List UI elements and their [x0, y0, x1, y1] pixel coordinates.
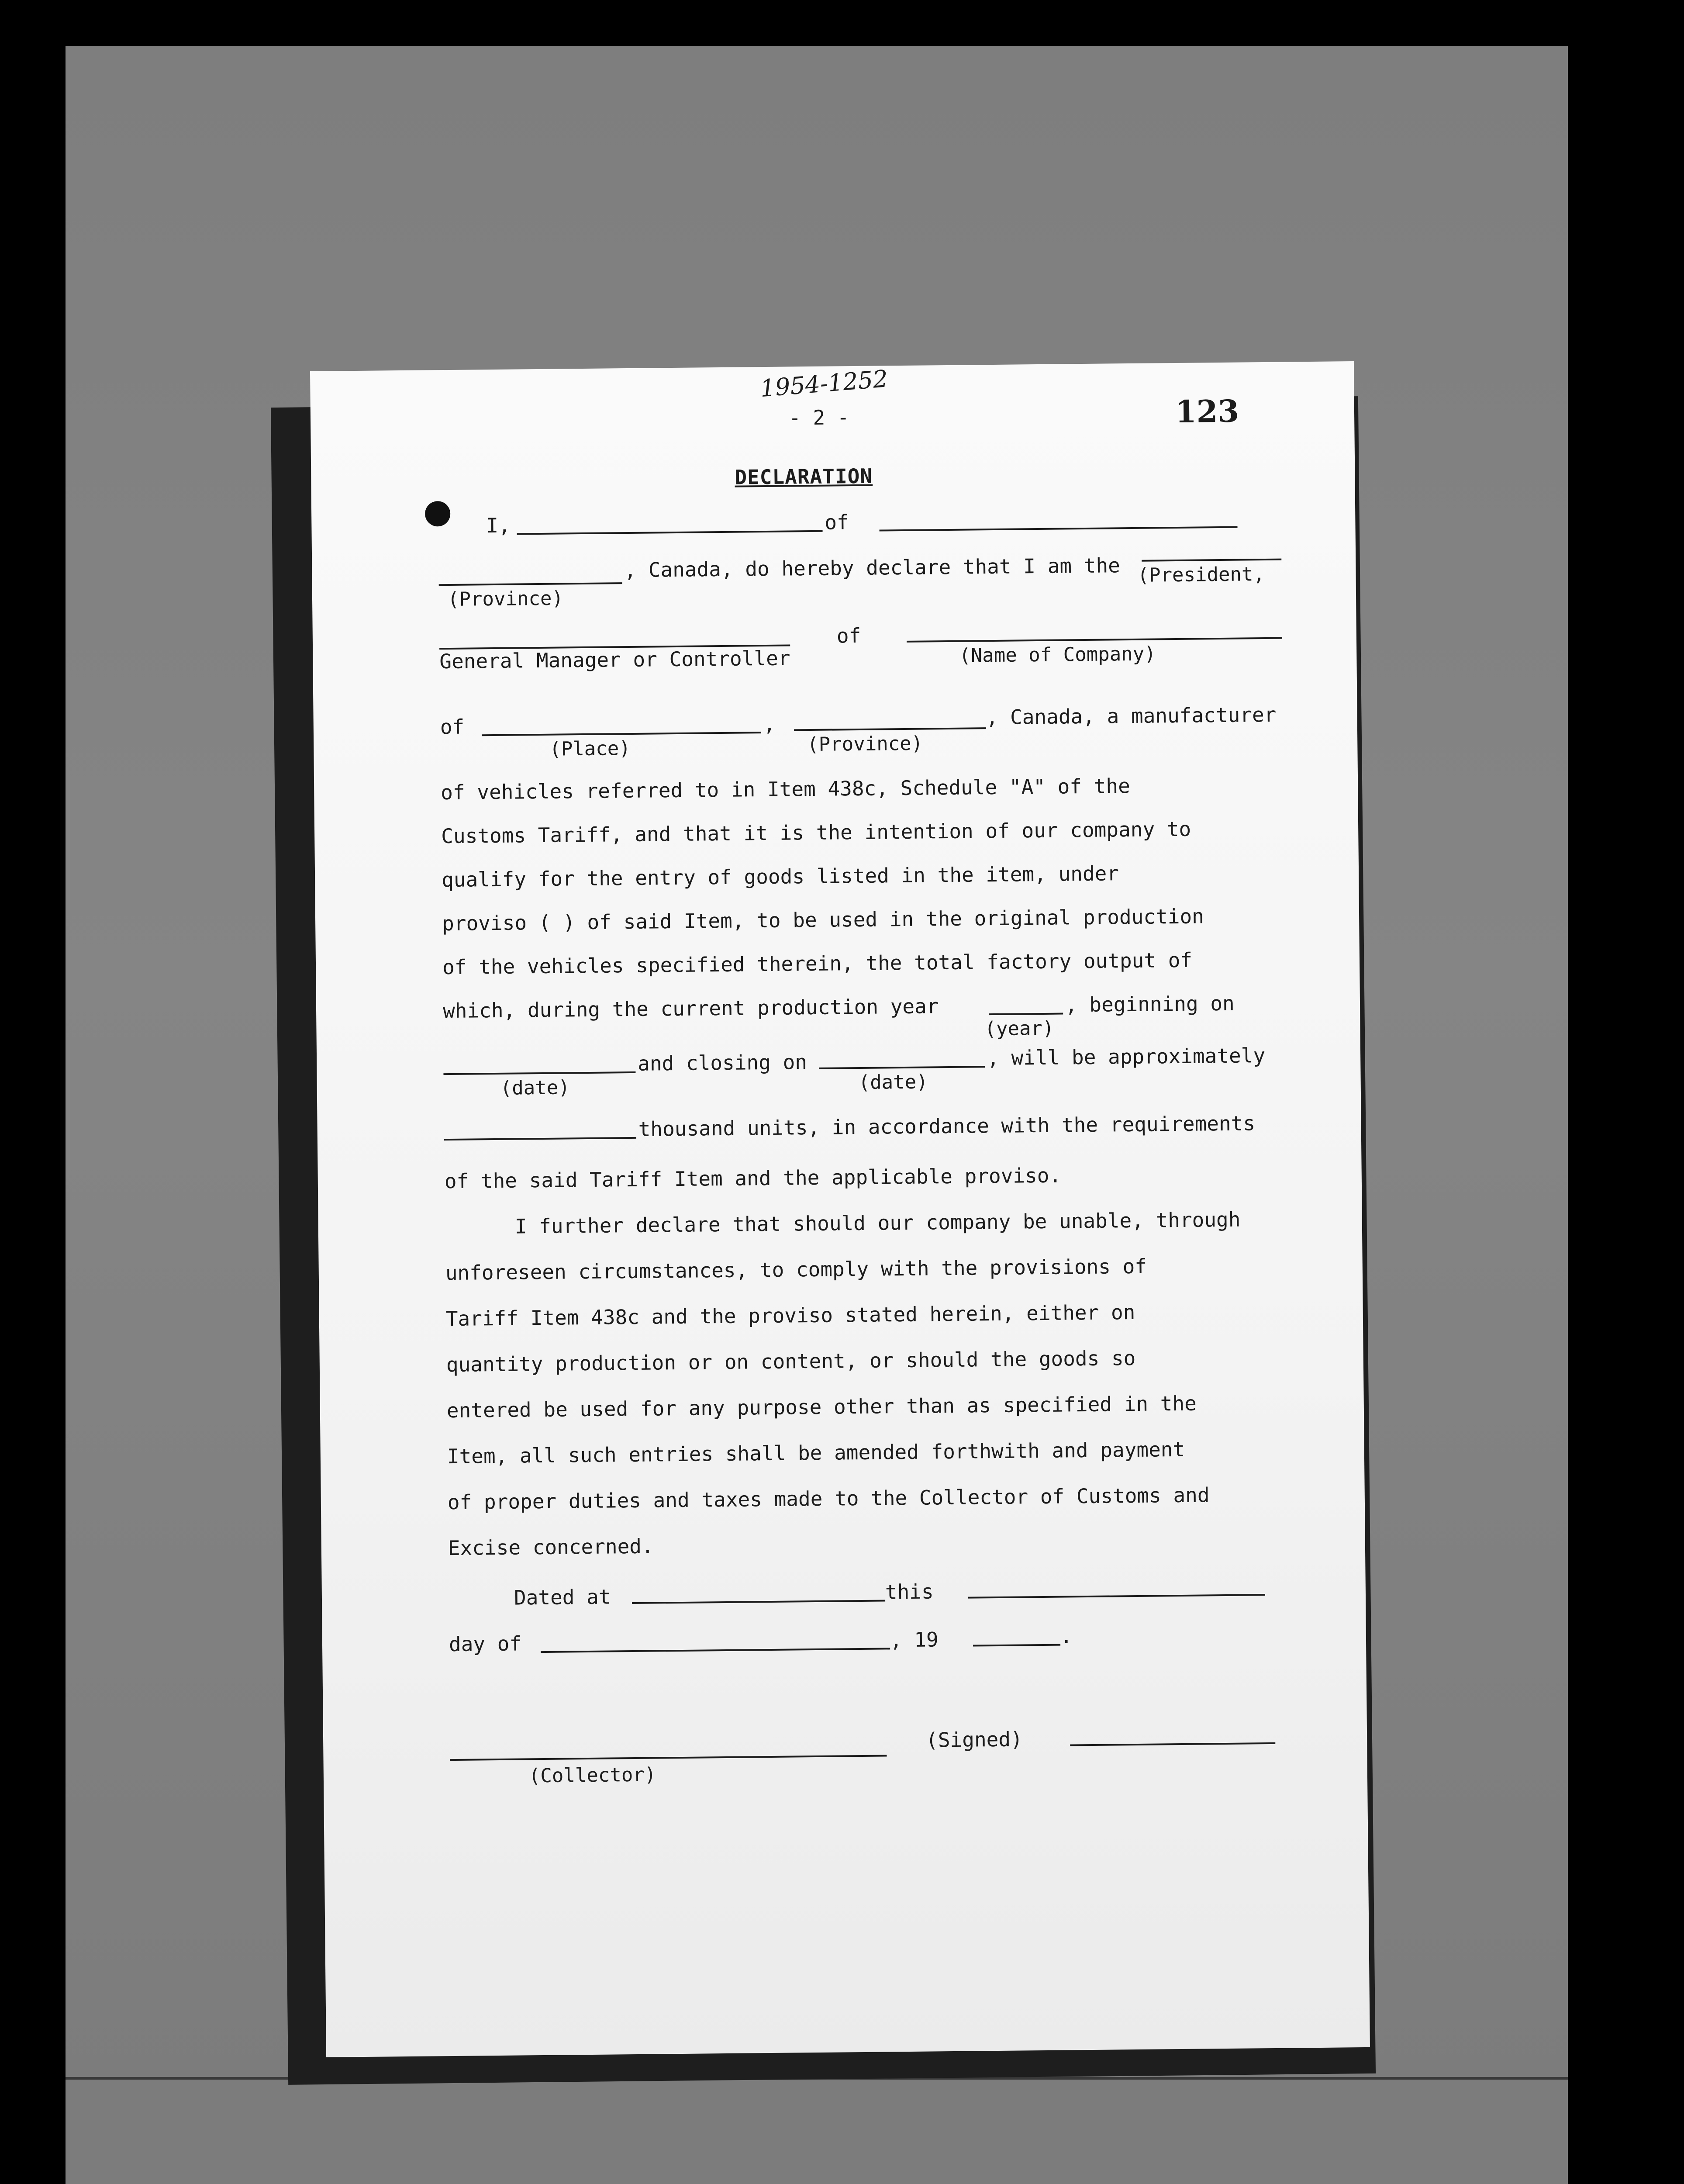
collector-caption: (Collector): [528, 1763, 656, 1787]
name-blank: [517, 530, 823, 535]
form-title: DECLARATION: [735, 464, 873, 489]
approximately-text: , will be approximately: [987, 1044, 1266, 1070]
company-of: of: [836, 623, 861, 648]
paragraph-line: Tariff Item 438c and the proviso stated herein, either on: [445, 1300, 1135, 1331]
paragraph-line: of the vehicles specified therein, the total factory output of: [442, 948, 1193, 979]
province-caption: (Province): [447, 587, 564, 611]
year-caption: (year): [984, 1017, 1054, 1040]
year-blank: [989, 1013, 1063, 1016]
year-period: .: [1060, 1624, 1073, 1648]
place-caption: (Place): [549, 737, 631, 760]
paragraph-line: of proper duties and taxes made to the Collector of Customs and: [447, 1483, 1210, 1514]
paragraph-line: I further declare that should our company be unable, through: [514, 1207, 1241, 1238]
handwritten-reference: 1954-1252: [759, 365, 889, 403]
province-blank-2: [794, 727, 986, 731]
paragraph-line: Customs Tariff, and that it is the intention of our company to: [441, 817, 1191, 848]
paragraph-line: unforeseen circumstances, to comply with the provisions of: [445, 1254, 1147, 1285]
residence-blank: [880, 526, 1238, 532]
folio-number: 123: [1175, 393, 1239, 430]
president-caption: (President,: [1137, 563, 1265, 587]
paragraph-line: entered be used for any purpose other than as specified in the: [446, 1391, 1197, 1423]
signed-signature-line: [1070, 1742, 1275, 1746]
paragraph-line: proviso ( ) of said Item, to be used in the original production: [442, 904, 1204, 936]
punch-hole: [425, 501, 451, 527]
proviso-line: of the said Tariff Item and the applicable proviso.: [444, 1163, 1062, 1193]
paragraph-line: Item, all such entries shall be amended forthwith and payment: [447, 1437, 1185, 1469]
paragraph-line: of vehicles referred to in Item 438c, Schedule "A" of the: [441, 774, 1131, 805]
year-prefix: , 19: [890, 1628, 939, 1652]
beginning-text: , beginning on: [1065, 991, 1235, 1017]
declaration-page: [310, 361, 1370, 2057]
paragraph-line: qualify for the entry of goods listed in the item, under: [441, 861, 1119, 892]
day-of-label: day of: [449, 1631, 522, 1656]
closing-text: and closing on: [637, 1050, 807, 1075]
fiber-mark: [721, 2135, 873, 2184]
signed-label: (Signed): [925, 1727, 1023, 1752]
company-caption: (Name of Company): [959, 643, 1156, 667]
year-suffix-blank: [973, 1644, 1060, 1647]
place-of: of: [440, 715, 465, 739]
title-blank: [1142, 559, 1281, 562]
province-blank: [439, 582, 622, 586]
production-year-text: which, during the current production year: [442, 994, 939, 1023]
this-label: this: [885, 1579, 934, 1604]
start-date-blank: [443, 1071, 635, 1075]
units-text: thousand units, in accordance with the requirements: [638, 1111, 1256, 1141]
dated-at-label: Dated at: [514, 1585, 611, 1610]
paragraph-line: Excise concerned.: [448, 1534, 654, 1560]
this-blank: [968, 1594, 1265, 1599]
paragraph-line: quantity production or on content, or should the goods so: [446, 1346, 1136, 1377]
units-blank: [444, 1137, 636, 1140]
opening-of: of: [825, 510, 849, 534]
declare-text: , Canada, do hereby declare that I am the: [624, 553, 1121, 582]
page-marker: - 2 -: [788, 405, 849, 430]
end-date-blank: [819, 1066, 985, 1069]
collector-signature-line: [450, 1755, 887, 1761]
place-comma: ,: [763, 712, 776, 736]
company-blank: [907, 637, 1282, 643]
day-of-blank: [541, 1648, 890, 1653]
date-caption: (date): [500, 1076, 570, 1099]
role-options: General Manager or Controller: [439, 646, 790, 674]
dated-at-blank: [632, 1600, 885, 1604]
manufacturer-text: , Canada, a manufacturer: [986, 702, 1277, 729]
date-caption: (date): [858, 1071, 928, 1094]
place-blank: [482, 732, 761, 736]
province-caption-2: (Province): [807, 732, 923, 756]
opening-i: I,: [486, 513, 511, 538]
